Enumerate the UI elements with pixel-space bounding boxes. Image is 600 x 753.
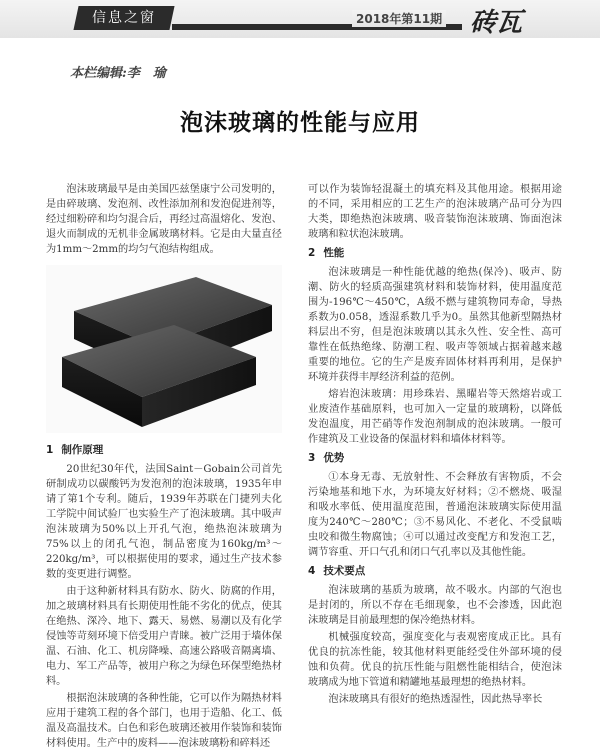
section-2-title: 性能 [323,247,345,259]
section-4-heading [308,564,562,579]
page-header [0,0,600,38]
section-4-paragraph-3: 泡沫玻璃具有很好的绝热透湿性，因此热导率长 [328,694,543,705]
section-3-title: 优势 [323,452,345,464]
section-4-paragraph-2: 机械强度较高，强度变化与表观密度成正比。具有优良的抗冻性能，较其他材料更能经受住外部环境的侵蚀和负荷。优良的抗压性能与阻燃性能相结合，使泡沫玻璃成为地下管道和精罐地基最理想的绝热材料。 [308,632,562,688]
section-4-number: 4 [308,565,316,577]
intro-paragraph: 泡沫玻璃最早是由美国匹兹堡康宁公司发明的，是由碎玻璃、发泡剂、改性添加剂和发泡促进剂等，经过细粉碎和均匀混合后，再经过高温熔化、发泡、退火而制成的无机非金属玻璃材料。它是由大量直径为1mm～2mm的均匀气泡结构组成。 [46,184,282,255]
section-1-paragraph-3: 根据泡沫玻璃的各种性能，它可以作为隔热材料应用于建筑工程的各个部门，也用于造船、化工、低温及高温技术。白色和彩色玻璃还被用作装饰和装饰材料使用。生产中的废料——泡沫玻璃粉和碎料还 [46,693,282,749]
magazine-logo: 砖瓦 [470,8,523,38]
section-label: 信息之窗 [92,10,156,26]
foam-glass-photo [46,265,282,433]
section-3-number: 3 [308,452,316,464]
section-1-paragraph-1: 20世纪30年代，法国Saint－Gobain公司首先研制成功以碳酸钙为发泡剂的泡沫玻璃，1935年申请了第1个专利。随后，1939年苏联在门捷列夫化工学院中间试验厂也实验生产了泡沫玻璃。其中吸声泡沫玻璃为50%以上开孔气泡，绝热泡沫玻璃为75%以上的闭孔气泡，制品密度为160kg/m³～220kg/m³，可以根据使用的要求，通过生产技术参数的变更进行调整。 [46,464,282,580]
section-2-number: 2 [308,247,316,259]
right-column [308,182,562,709]
left-column [46,182,282,753]
section-1-heading [46,443,282,458]
section-tab [73,6,174,30]
foam-glass-block-image [46,265,282,433]
section-1-number: 1 [46,444,54,456]
section-2-paragraph-1: 泡沫玻璃是一种性能优越的绝热(保冷)、吸声、防潮、防火的轻质高强建筑材料和装饰材料，使用温度范围为-196℃～450℃，A级不燃与建筑物同寿命，导热系数为0.058，透湿系数几乎为0。虽然其他新型隔热材料层出不穷，但是泡沫玻璃以其永久性、安全性、高可靠性在低热绝缘、防潮工程、吸声等领域占据着越来越重要的地位。它的生产是废弃固体材料再利用，是保护环境并获得丰厚经济利益的范例。 [308,267,562,383]
section-1-title: 制作原理 [61,444,104,456]
section-2-paragraph-2: 熔岩泡沫玻璃：用珍珠岩、黑曜岩等天然熔岩或工业废渣作基础原料，也可加入一定量的玻璃粉，以降低发泡温度，用芒硝等作发泡剂制成的泡沫玻璃。一般可作建筑及工业设备的保温材料和墙体材料等。 [308,389,562,445]
section-3-heading [308,451,562,466]
issue-label: 2018年第11期 [352,10,446,27]
continued-paragraph: 可以作为装饰轻混凝土的填充料及其他用途。根据用途的不同，采用相应的工艺生产的泡沫玻璃产品可分为四大类，即绝热泡沫玻璃、吸音装饰泡沫玻璃、饰面泡沫玻璃和粒状泡沫玻璃。 [308,184,562,240]
section-3-paragraph-1: ①本身无毒、无放射性、不会释放有害物质，不会污染地基和地下水，为环境友好材料；②不燃烧、吸湿和吸水率低、使用温度范围，普通泡沫玻璃实际使用温度为240℃～280℃；③不易风化、不老化、不受鼠啮虫咬和微生物腐蚀；④可以通过改变配方和发泡工艺，调节容重、开口气孔和闭口气孔率以及其他性能。 [308,472,562,558]
section-4-paragraph-1: 泡沫玻璃的基质为玻璃，故不吸水。内部的气泡也是封闭的，所以不存在毛细现象，也不会渗透，因此泡沫玻璃是目前最理想的保冷绝热材料。 [308,585,562,626]
column-editor: 本栏编辑:李 瑜 [70,66,166,81]
section-2-heading [308,246,562,261]
section-4-title: 技术要点 [323,565,366,577]
article-title: 泡沫玻璃的性能与应用 [180,110,420,136]
section-1-paragraph-2: 由于这种新材料具有防水、防火、防腐的作用，加之玻璃材料具有长期使用性能不劣化的优点，使其在绝热、深冷、地下、露天、易燃、易潮以及有化学侵蚀等苛刻环境下倍受用户青睐。被广泛用于墙体保温、石油、化工、机房降噪、高速公路吸音隔离墙、电力、军工产品等，被用户称之为绿色环保型绝热材料。 [46,586,282,687]
